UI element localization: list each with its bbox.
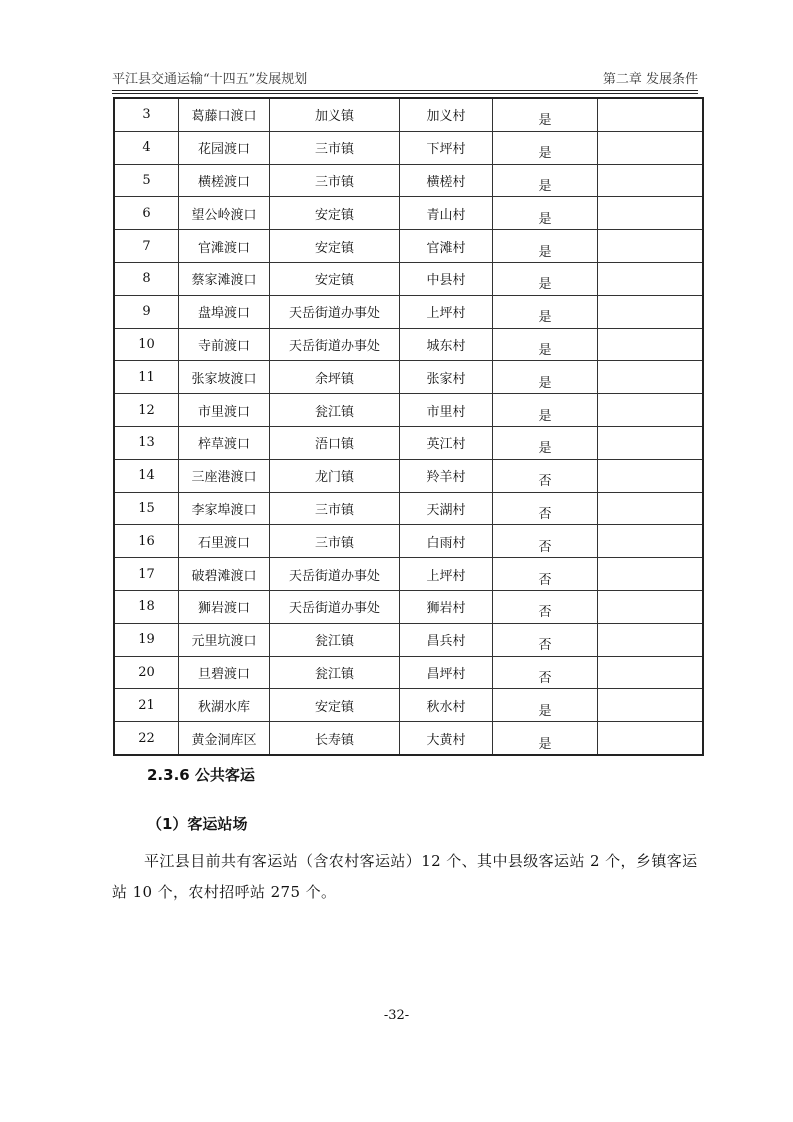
village-cell: 中县村 (400, 262, 493, 295)
town-cell: 加义镇 (270, 98, 400, 131)
village-cell: 英江村 (400, 426, 493, 459)
village-cell: 白雨村 (400, 525, 493, 558)
ferry-name-cell: 元里坑渡口 (179, 623, 270, 656)
flag-cell (493, 361, 598, 394)
blank-cell (598, 394, 704, 427)
town-cell: 三市镇 (270, 525, 400, 558)
flag-cell (493, 164, 598, 197)
table-row (114, 131, 703, 164)
village-cell: 狮岩村 (400, 590, 493, 623)
flag-cell (493, 328, 598, 361)
village-cell: 下坪村 (400, 131, 493, 164)
town-cell: 三市镇 (270, 164, 400, 197)
town-cell: 安定镇 (270, 689, 400, 722)
village-cell: 市里村 (400, 394, 493, 427)
town-cell: 长寿镇 (270, 722, 400, 755)
row-number-cell: 12 (114, 394, 179, 427)
town-cell: 三市镇 (270, 492, 400, 525)
table-row (114, 394, 703, 427)
village-cell: 羚羊村 (400, 459, 493, 492)
ferry-name-cell: 三座港渡口 (179, 459, 270, 492)
town-cell: 天岳街道办事处 (270, 558, 400, 591)
flag-cell (493, 722, 598, 755)
table-row (114, 361, 703, 394)
row-number-cell: 19 (114, 623, 179, 656)
flag-cell (493, 590, 598, 623)
row-number-cell: 13 (114, 426, 179, 459)
blank-cell (598, 164, 704, 197)
ferry-name-cell: 葛藤口渡口 (179, 98, 270, 131)
ferry-name-cell: 石里渡口 (179, 525, 270, 558)
table-row (114, 98, 703, 131)
flag-text: 是 (538, 113, 552, 129)
ferry-table-body (114, 98, 703, 755)
row-number-cell: 16 (114, 525, 179, 558)
table-row (114, 492, 703, 525)
row-number-cell: 9 (114, 295, 179, 328)
flag-text: 是 (538, 703, 552, 719)
flag-text: 否 (538, 506, 552, 522)
blank-cell (598, 459, 704, 492)
row-number-cell: 5 (114, 164, 179, 197)
town-cell: 安定镇 (270, 262, 400, 295)
flag-text: 是 (538, 211, 552, 227)
village-cell: 大黄村 (400, 722, 493, 755)
table-row (114, 426, 703, 459)
ferry-name-cell: 寺前渡口 (179, 328, 270, 361)
flag-cell (493, 459, 598, 492)
flag-cell (493, 656, 598, 689)
ferry-name-cell: 梓草渡口 (179, 426, 270, 459)
blank-cell (598, 328, 704, 361)
village-cell: 城东村 (400, 328, 493, 361)
table-row (114, 656, 703, 689)
flag-text: 是 (538, 441, 552, 457)
town-cell: 浯口镇 (270, 426, 400, 459)
town-cell: 瓮江镇 (270, 394, 400, 427)
village-cell: 上坪村 (400, 295, 493, 328)
table-row (114, 295, 703, 328)
flag-text: 是 (538, 244, 552, 260)
flag-text: 否 (538, 539, 552, 555)
row-number-cell: 18 (114, 590, 179, 623)
page-number: -32- (383, 1008, 410, 1023)
blank-cell (598, 295, 704, 328)
ferry-name-cell: 蔡家滩渡口 (179, 262, 270, 295)
flag-text: 是 (538, 342, 552, 358)
table-row (114, 197, 703, 230)
ferry-name-cell: 官滩渡口 (179, 230, 270, 263)
ferry-name-cell: 张家坡渡口 (179, 361, 270, 394)
row-number-cell: 7 (114, 230, 179, 263)
blank-cell (598, 492, 704, 525)
ferry-name-cell: 市里渡口 (179, 394, 270, 427)
table-row (114, 590, 703, 623)
village-cell: 昌坪村 (400, 656, 493, 689)
town-cell: 天岳街道办事处 (270, 328, 400, 361)
page-header (112, 68, 698, 90)
flag-cell (493, 623, 598, 656)
flag-text: 否 (538, 572, 552, 588)
flag-cell (493, 426, 598, 459)
village-cell: 加义村 (400, 98, 493, 131)
ferry-table (113, 97, 704, 756)
flag-text: 是 (538, 277, 552, 293)
blank-cell (598, 262, 704, 295)
row-number-cell: 4 (114, 131, 179, 164)
ferry-name-cell: 黄金洞库区 (179, 722, 270, 755)
flag-cell (493, 230, 598, 263)
village-cell: 横槎村 (400, 164, 493, 197)
flag-cell (493, 689, 598, 722)
row-number-cell: 8 (114, 262, 179, 295)
blank-cell (598, 623, 704, 656)
table-row (114, 230, 703, 263)
ferry-name-cell: 横槎渡口 (179, 164, 270, 197)
ferry-name-cell: 花园渡口 (179, 131, 270, 164)
blank-cell (598, 656, 704, 689)
row-number-cell: 20 (114, 656, 179, 689)
town-cell: 安定镇 (270, 197, 400, 230)
flag-text: 是 (538, 736, 552, 752)
village-cell: 青山村 (400, 197, 493, 230)
flag-cell (493, 295, 598, 328)
town-cell: 三市镇 (270, 131, 400, 164)
village-cell: 上坪村 (400, 558, 493, 591)
flag-cell (493, 131, 598, 164)
flag-cell (493, 558, 598, 591)
flag-cell (493, 262, 598, 295)
row-number-cell: 10 (114, 328, 179, 361)
blank-cell (598, 197, 704, 230)
town-cell: 瓮江镇 (270, 623, 400, 656)
flag-text: 否 (538, 474, 552, 490)
row-number-cell: 6 (114, 197, 179, 230)
section-heading: 2.3.6 公共客运 (147, 766, 255, 784)
row-number-cell: 3 (114, 98, 179, 131)
row-number-cell: 17 (114, 558, 179, 591)
flag-cell (493, 98, 598, 131)
town-cell: 安定镇 (270, 230, 400, 263)
village-cell: 天湖村 (400, 492, 493, 525)
header-document-title: 平江县交通运输“十四五”发展规划 (112, 72, 308, 87)
town-cell: 天岳街道办事处 (270, 590, 400, 623)
flag-cell (493, 525, 598, 558)
table-row (114, 558, 703, 591)
blank-cell (598, 590, 704, 623)
ferry-name-cell: 望公岭渡口 (179, 197, 270, 230)
town-cell: 龙门镇 (270, 459, 400, 492)
header-chapter-title: 第二章 发展条件 (602, 72, 698, 87)
row-number-cell: 22 (114, 722, 179, 755)
village-cell: 张家村 (400, 361, 493, 394)
row-number-cell: 15 (114, 492, 179, 525)
blank-cell (598, 131, 704, 164)
ferry-name-cell: 狮岩渡口 (179, 590, 270, 623)
table-row (114, 525, 703, 558)
table-row (114, 262, 703, 295)
row-number-cell: 21 (114, 689, 179, 722)
table-row (114, 328, 703, 361)
blank-cell (598, 230, 704, 263)
flag-text: 否 (538, 638, 552, 654)
blank-cell (598, 558, 704, 591)
flag-text: 否 (538, 670, 552, 686)
blank-cell (598, 98, 704, 131)
flag-cell (493, 197, 598, 230)
town-cell: 天岳街道办事处 (270, 295, 400, 328)
ferry-name-cell: 破碧滩渡口 (179, 558, 270, 591)
town-cell: 瓮江镇 (270, 656, 400, 689)
flag-cell (493, 394, 598, 427)
flag-text: 是 (538, 375, 552, 391)
table-row (114, 459, 703, 492)
blank-cell (598, 722, 704, 755)
table-row (114, 164, 703, 197)
header-rule-thin (112, 93, 698, 94)
flag-text: 是 (538, 146, 552, 162)
town-cell: 余坪镇 (270, 361, 400, 394)
ferry-name-cell: 盘埠渡口 (179, 295, 270, 328)
body-paragraph: 平江县目前共有客运站（含农村客运站）12 个、其中县级客运站 2 个，乡镇客运站 10 个，农村招呼站 275 个。 (112, 852, 698, 901)
blank-cell (598, 361, 704, 394)
village-cell: 秋水村 (400, 689, 493, 722)
blank-cell (598, 689, 704, 722)
ferry-name-cell: 李家埠渡口 (179, 492, 270, 525)
flag-text: 是 (538, 408, 552, 424)
village-cell: 昌兵村 (400, 623, 493, 656)
blank-cell (598, 525, 704, 558)
table-row (114, 722, 703, 755)
flag-text: 否 (538, 605, 552, 621)
ferry-name-cell: 旦碧渡口 (179, 656, 270, 689)
row-number-cell: 11 (114, 361, 179, 394)
row-number-cell: 14 (114, 459, 179, 492)
subsection-heading: （1）客运站场 (147, 815, 248, 833)
flag-text: 是 (538, 178, 552, 194)
flag-cell (493, 492, 598, 525)
table-row (114, 689, 703, 722)
flag-text: 是 (538, 310, 552, 326)
table-row (114, 623, 703, 656)
header-rule (112, 90, 698, 91)
blank-cell (598, 426, 704, 459)
ferry-name-cell: 秋湖水库 (179, 689, 270, 722)
village-cell: 官滩村 (400, 230, 493, 263)
